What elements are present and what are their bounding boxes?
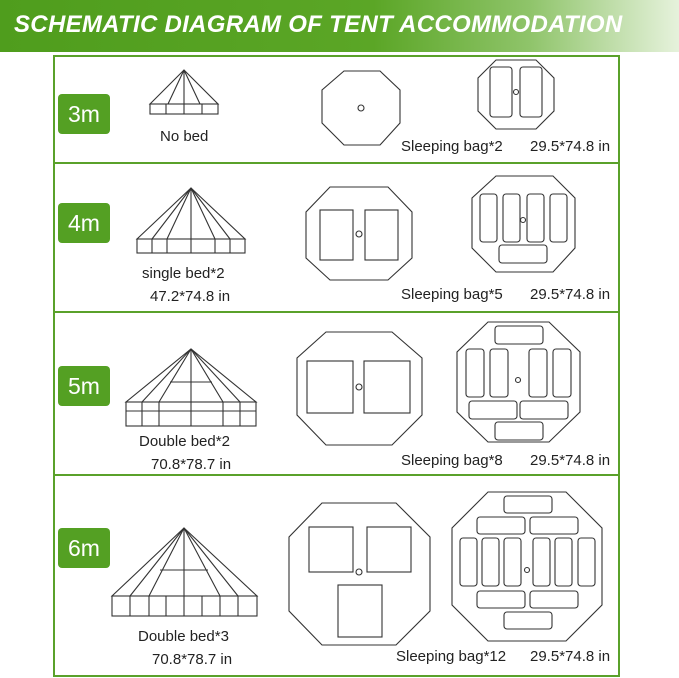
bed-dims-5m: 70.8*78.7 in — [151, 456, 232, 473]
size-badge-6m: 6m — [58, 528, 110, 568]
size-badge-4m: 4m — [58, 203, 110, 243]
tent-floorplan-beds-6m — [289, 503, 430, 645]
tent-elevation-5m — [126, 349, 256, 426]
bag-label-6m: Sleeping bag*12 — [396, 648, 507, 665]
tent-floorplan-bags-5m — [457, 322, 580, 442]
bed-dims-6m: 70.8*78.7 in — [152, 651, 233, 668]
tent-elevation-3m — [150, 70, 218, 114]
tent-floorplan-bags-12 — [452, 492, 602, 641]
tent-floorplan-beds-5m — [297, 332, 422, 445]
bag-dims-6m: 29.5*74.8 in — [530, 648, 611, 665]
size-badge-5m: 5m — [58, 366, 110, 406]
tent-floorplan-beds-4m — [306, 187, 412, 280]
tent-elevation-4m — [137, 188, 245, 253]
bag-dims-3m: 29.5*74.8 in — [530, 138, 611, 155]
tent-floorplan-bags-4m — [472, 176, 575, 272]
bed-label-3m: No bed — [160, 128, 209, 145]
bed-label-5m: Double bed*2 — [139, 433, 230, 450]
bed-dims-4m: 47.2*74.8 in — [150, 288, 231, 305]
tent-floorplan-empty-3m — [322, 71, 400, 145]
page-title: SCHEMATIC DIAGRAM OF TENT ACCOMMODATION — [14, 11, 623, 38]
size-badge-3m: 3m — [58, 94, 110, 134]
tent-floorplan-bags-3m — [478, 60, 554, 129]
bag-label-4m: Sleeping bag*5 — [401, 286, 503, 303]
tent-elevation-6m — [112, 528, 257, 616]
bed-label-4m: single bed*2 — [142, 265, 225, 282]
bag-dims-5m: 29.5*74.8 in — [530, 452, 611, 469]
bed-label-6m: Double bed*3 — [138, 628, 229, 645]
bag-label-3m: Sleeping bag*2 — [401, 138, 503, 155]
bag-dims-4m: 29.5*74.8 in — [530, 286, 611, 303]
bag-label-5m: Sleeping bag*8 — [401, 452, 503, 469]
